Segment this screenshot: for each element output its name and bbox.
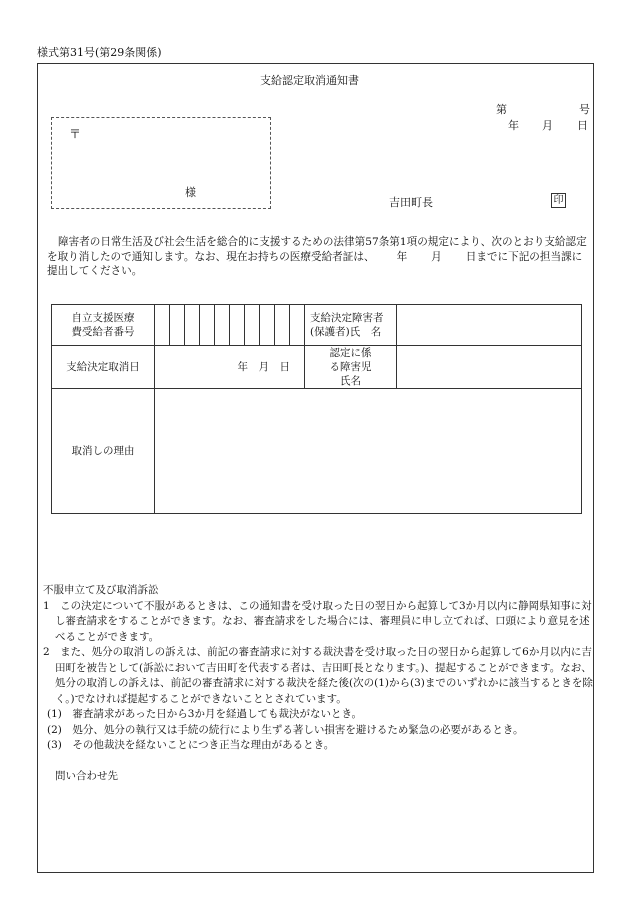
reason-value bbox=[155, 389, 582, 514]
appeal-sub-1: (1) 審査請求があった日から3か月を経過しても裁決がないとき。 bbox=[47, 708, 363, 720]
intro-tail: 日までに下記の担当課に提出してください。 bbox=[47, 250, 583, 277]
appeal-item-1: 1 この決定について不服があるときは、この通知書を受け取った日の翌日から起算して3か月以内に静岡県知事に対し審査請求をすることができます。なお、審査請求をした場合には、審理員に申し立てれば、口頭により意見を述べることができます。 bbox=[43, 599, 592, 643]
seal-mark: 印 bbox=[551, 193, 566, 208]
reason-label: 取消しの理由 bbox=[52, 389, 155, 514]
doc-number-prefix: 第 bbox=[496, 103, 507, 116]
appeal-heading: 不服申立て及び取消訴訟 bbox=[43, 584, 159, 596]
intro-year: 年 bbox=[396, 250, 408, 263]
document-title: 支給認定取消通知書 bbox=[260, 74, 359, 87]
intro-month: 月 bbox=[431, 250, 442, 263]
intro-paragraph bbox=[47, 235, 592, 279]
appeal-notes bbox=[43, 583, 593, 784]
date-day: 日 bbox=[577, 119, 588, 132]
address-box bbox=[51, 117, 271, 209]
intro-text: 障害者の日常生活及び社会生活を総合的に支援するための法律第57条第1項の規定により、次のとおり支給認定を取り消したので通知します。なお、現在お持ちの医療受給者証は、 bbox=[47, 236, 587, 263]
contact-label: 問い合わせ先 bbox=[55, 769, 118, 782]
recipient-honorific: 様 bbox=[185, 186, 196, 199]
decision-person-value bbox=[397, 305, 582, 346]
info-table bbox=[51, 304, 582, 514]
cancel-date-value: 年 月 日 bbox=[155, 346, 305, 389]
child-name-value bbox=[397, 346, 582, 389]
appeal-item-2: 2 また、処分の取消しの訴えは、前記の審査請求に対する裁決書を受け取った日の翌日から起算して6か月以内に吉田町を被告として(訴訟において吉田町を代表する者は、吉田町長となります。)、提起することができます。なお、処分の取消しの訴えは、前記の審査請求に対する裁決を経た後(次の(1)から(3)までのいずれかに該当するときを除く。)でなければ提起することができないこととされています。 bbox=[43, 646, 593, 705]
certificate-number-boxes bbox=[155, 305, 305, 346]
appeal-sub-2: (2) 処分、処分の執行又は手続の続行により生ずる著しい損害を避けるため緊急の必要があるとき。 bbox=[47, 723, 524, 736]
form-number: 様式第31号(第29条関係) bbox=[37, 46, 162, 59]
child-name-label: 認定に係る障害児氏名 bbox=[305, 346, 397, 389]
certificate-number-label: 自立支援医療費受給者番号 bbox=[52, 305, 155, 346]
decision-person-label: 支給決定障害者(保護者)氏 名 bbox=[305, 305, 397, 346]
date-month: 月 bbox=[542, 119, 553, 132]
cancel-date-label: 支給決定取消日 bbox=[52, 346, 155, 389]
postal-mark: 〒 bbox=[69, 127, 82, 141]
date-year: 年 bbox=[508, 119, 519, 132]
issuer-name: 吉田町長 bbox=[389, 196, 433, 209]
appeal-sub-3: (3) その他裁決を経ないことにつき正当な理由があるとき。 bbox=[47, 739, 335, 751]
doc-number-suffix: 号 bbox=[579, 103, 590, 116]
